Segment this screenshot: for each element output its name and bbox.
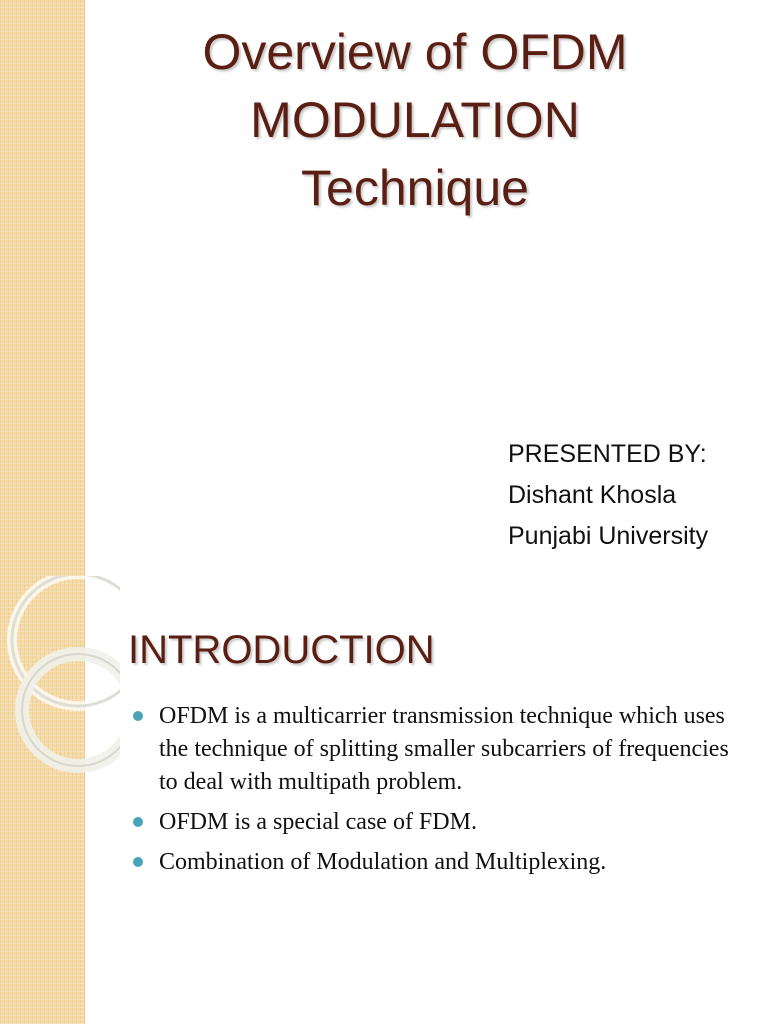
presenter-name: Dishant Khosla: [508, 481, 677, 509]
title-line-3: Technique: [301, 160, 529, 216]
bullet-text: OFDM is a multicarrier transmission technique which uses the technique of splitting smaller subcarriers of frequencies to deal with multipath problem.: [159, 703, 729, 795]
introduction-slide: [0, 576, 768, 1024]
presenter-institution: Punjabi University: [508, 522, 709, 550]
slide-title: [110, 18, 720, 222]
bullet-text: Combination of Modulation and Multiplexing.: [159, 849, 607, 875]
list-item: [130, 700, 730, 799]
section-heading: INTRODUCTION: [128, 628, 435, 672]
presenter-label: PRESENTED BY:: [508, 440, 707, 468]
side-band: [0, 0, 85, 576]
bullet-list: [130, 700, 730, 886]
title-line-1: Overview of OFDM: [202, 24, 628, 80]
bullet-icon: [133, 857, 143, 867]
list-item: [130, 806, 730, 839]
presenter-block: [508, 434, 758, 557]
bullet-icon: [133, 711, 143, 721]
list-item: [130, 846, 730, 879]
title-line-2: MODULATION: [250, 92, 580, 148]
bullet-text: OFDM is a special case of FDM.: [159, 809, 477, 835]
bullet-icon: [133, 817, 143, 827]
side-band: [0, 576, 85, 1024]
